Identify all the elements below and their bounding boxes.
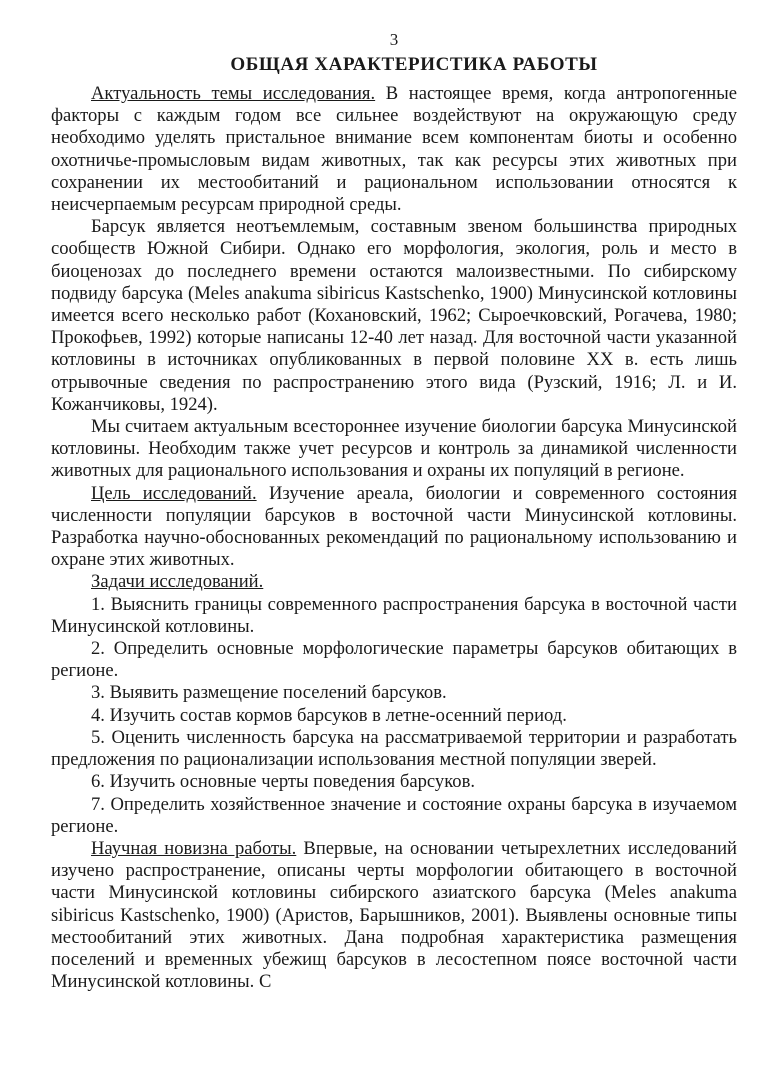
- task-item-7: 7. Определить хозяйственное значение и состояние охраны барсука в изучаемом регионе.: [51, 793, 737, 837]
- novelty-paragraph: [51, 838, 737, 993]
- relevance-paragraph: [51, 83, 737, 216]
- document-page: [51, 30, 737, 993]
- tasks-heading: Задачи исследований.: [91, 571, 264, 593]
- task-item-6: 6. Изучить основные черты поведения барсуков.: [91, 771, 476, 793]
- task-item-2: 2. Определить основные морфологические параметры барсуков обитающих в регионе.: [51, 638, 737, 682]
- page-title: ОБЩАЯ ХАРАКТЕРИСТИКА РАБОТЫ: [230, 54, 598, 75]
- relevance-heading: Актуальность темы исследования.: [91, 83, 376, 104]
- task-item-4: 4. Изучить состав кормов барсуков в летне-осенний период.: [91, 704, 567, 726]
- badger-paragraph: Барсук является неотъемлемым, составным звеном большинства природных сообществ Южной Сибири. Однако его морфология, экология, роль и место в биоценозах до последнего времени остаются малоизвестными. По сибирскому подвиду барсука (Meles anakuma sibiricus Kastschenko, 1900) Минусинской котловины имеется всего несколько работ (Кохановский, 1962; Сыроечковский, Рогачева, 1980; Прокофьев, 1992) которые написаны 12-40 лет назад. Для восточной части указанной котловины в источниках опубликованных в первой половине XX в. есть лишь отрывочные сведения по распространению этого вида (Рузский, 1916; Л. и И. Кожанчиковы, 1924).: [51, 216, 737, 415]
- tasks-heading-line: [51, 571, 737, 593]
- novelty-heading: Научная новизна работы.: [91, 837, 297, 859]
- task-item-1: 1. Выяснить границы современного распространения барсука в восточной части Минусинской котловины.: [51, 593, 737, 637]
- goal-heading: Цель исследований.: [91, 482, 257, 504]
- goal-paragraph: [51, 483, 737, 572]
- page-number: 3: [389, 30, 399, 49]
- task-item-3: 3. Выявить размещение поселений барсуков.: [91, 682, 447, 704]
- relevance-text: В настоящее время, когда антропогенные факторы с каждым годом все сильнее воздействуют на окружающую среду необходимо уделять пристальное внимание всем компонентам биоты и особенно охотничье-промысловым видам животных, так как ресурсы этих животных при сохранении их местообитаний и рациональном использовании относятся к неисчерпаемым ресурсам природной среды.: [51, 83, 738, 216]
- novelty-text: Впервые, на основании четырехлетних исследований изучено распространение, описаны черты морфологии обитающего в восточной части Минусинской котловины сибирского азиатского барсука (Meles anakuma sibiricus Kastschenko, 1900) (Аристов, Барышников, 2001). Выявлены основные типы местообитаний этих животных. Дана подробная характеристика размещения поселений и временных убежищ барсуков в лесостепном поясе восточной части Минусинской котловины. С: [51, 837, 737, 993]
- goal-text: Изучение ареала, биологии и современного состояния численности популяции барсуков в восточной части Минусинской котловины. Разработка научно-обоснованных рекомендаций по рациональному использованию и охране этих животных.: [51, 482, 737, 571]
- actuality-paragraph: Мы считаем актуальным всестороннее изучение биологии барсука Минусинской котловины. Необходим также учет ресурсов и контроль за динамикой численности животных для рационального использования и охраны их популяций в регионе.: [51, 416, 737, 482]
- task-item-5: 5. Оценить численность барсука на рассматриваемой территории и разработать предложения по рационализации использования местной популяции зверей.: [51, 726, 737, 771]
